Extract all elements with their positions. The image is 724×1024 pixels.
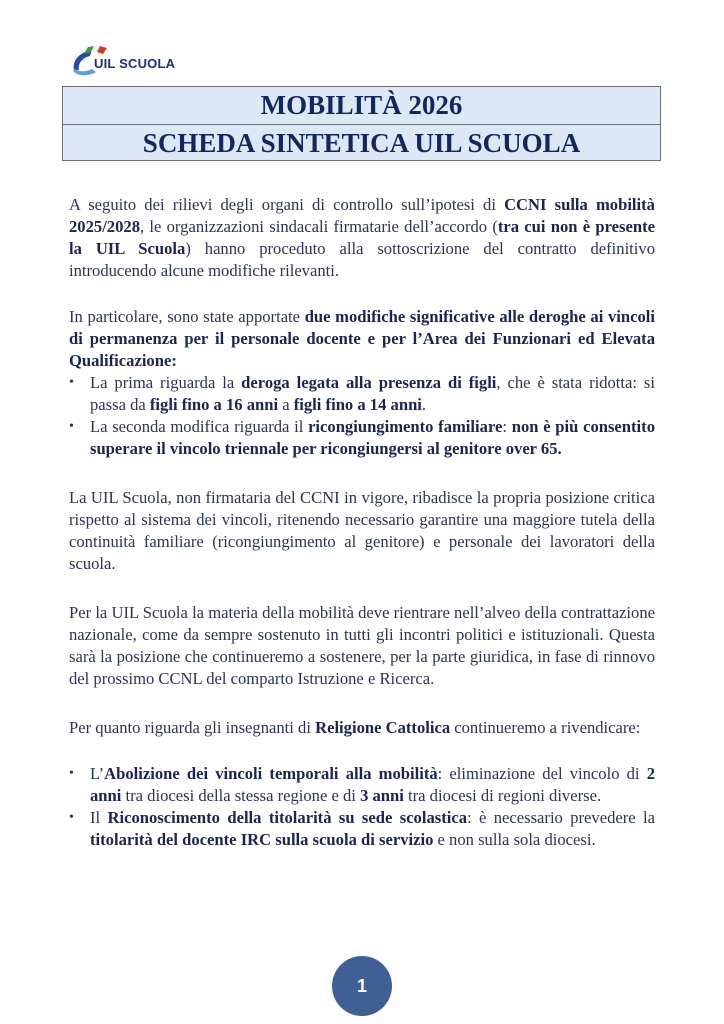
- list-item: [69, 416, 655, 460]
- paragraph-national-bargaining: Per la UIL Scuola la materia della mobilità deve rientrare nell’alveo della contrattazione nazionale, come da sempre sostenuto in tutti gli incontri politici e istituzionali. Questa sarà la posizione che continueremo a sostenere, per la parte giuridica, in fase di rinnovo del prossimo CCNL del comparto Istruzione e Ricerca.: [69, 603, 655, 688]
- text: : eliminazione del vincolo di: [437, 764, 647, 783]
- text: a: [278, 395, 294, 414]
- text: In particolare, sono state apportate: [69, 307, 305, 326]
- bold-text: titolarità del docente IRC sulla scuola di servizio: [90, 830, 434, 849]
- text: Per quanto riguarda gli insegnanti di: [69, 718, 316, 737]
- logo-text: UIL SCUOLA: [94, 56, 176, 71]
- paragraph-modifications: [69, 306, 655, 372]
- bullet-icon: •: [69, 375, 74, 390]
- bullet-icon: •: [69, 419, 74, 434]
- demands-list: [69, 763, 655, 851]
- text: tra diocesi di regioni diverse.: [403, 786, 602, 805]
- text: e non sulla sola diocesi.: [433, 830, 596, 849]
- bold-text: Abolizione dei vincoli temporali alla mobilità: [104, 764, 438, 783]
- text: tra diocesi della stessa regione e di: [121, 786, 361, 805]
- text: A seguito dei rilievi degli organi di controllo sull’ipotesi di: [69, 195, 505, 214]
- text: La seconda modifica riguarda il: [90, 417, 309, 436]
- bold-text: figli fino a 14 anni: [293, 395, 422, 414]
- page-subtitle: SCHEDA SINTETICA UIL SCUOLA: [63, 124, 660, 161]
- modifications-list: [69, 372, 655, 460]
- text: , le organizzazioni sindacali firmatarie dell’accordo (: [140, 217, 498, 236]
- bold-text: figli fino a 16 anni: [149, 395, 279, 414]
- bold-text: due modifiche significative alle deroghe ai vincoli di permanenza per il personale docente e per l’Area dei Funzionari ed Elevata Qualificazione:: [69, 307, 655, 370]
- paragraph-position: La UIL Scuola, non firmataria del CCNI in vigore, ribadisce la propria posizione critica rispetto al sistema dei vincoli, ritenendo necessario garantire una maggiore tutela della continuità familiare (ricongiungimento al genitore) e personale dei lavoratori della scuola.: [69, 488, 655, 573]
- bold-text: Riconoscimento della titolarità su sede scolastica: [107, 808, 468, 827]
- text: .: [421, 395, 427, 414]
- text: continueremo a rivendicare:: [450, 718, 641, 737]
- list-item: [69, 763, 655, 807]
- paragraph-religion-teachers: [69, 717, 655, 739]
- text: , che è stata ridotta: si passa da: [90, 373, 655, 414]
- page-number-badge: 1: [332, 956, 392, 1016]
- text: Il: [90, 808, 108, 827]
- text: L’: [90, 764, 105, 783]
- bullet-icon: •: [69, 810, 74, 825]
- bold-text: deroga legata alla presenza di figli: [241, 373, 497, 392]
- document-body: [69, 194, 655, 851]
- bold-text: 2 anni: [90, 764, 655, 805]
- title-box: [62, 86, 661, 161]
- bold-text: ricongiungimento familiare: [308, 417, 503, 436]
- text: :: [502, 417, 512, 436]
- bullet-icon: •: [69, 766, 74, 781]
- bold-text: 3 anni: [360, 786, 404, 805]
- bold-text: tra cui non è presente la UIL Scuola: [69, 217, 655, 258]
- uil-scuola-logo: [70, 44, 185, 78]
- paragraph-intro: [69, 194, 655, 282]
- bold-text: non è più consentito superare il vincolo triennale per ricongiungersi al genitore over 65.: [90, 417, 655, 458]
- bold-text: Religione Cattolica: [315, 718, 451, 737]
- bold-text: CCNI sulla mobilità 2025/2028: [69, 195, 655, 236]
- list-item: [69, 372, 655, 416]
- page-title: MOBILITÀ 2026: [260, 90, 463, 120]
- text: ) hanno proceduto alla sottoscrizione del contratto definitivo introducendo alcune modifiche rilevanti.: [69, 239, 655, 280]
- text: : è necessario prevedere la: [467, 808, 655, 827]
- list-item: [69, 807, 655, 851]
- text: La prima riguarda la: [90, 373, 242, 392]
